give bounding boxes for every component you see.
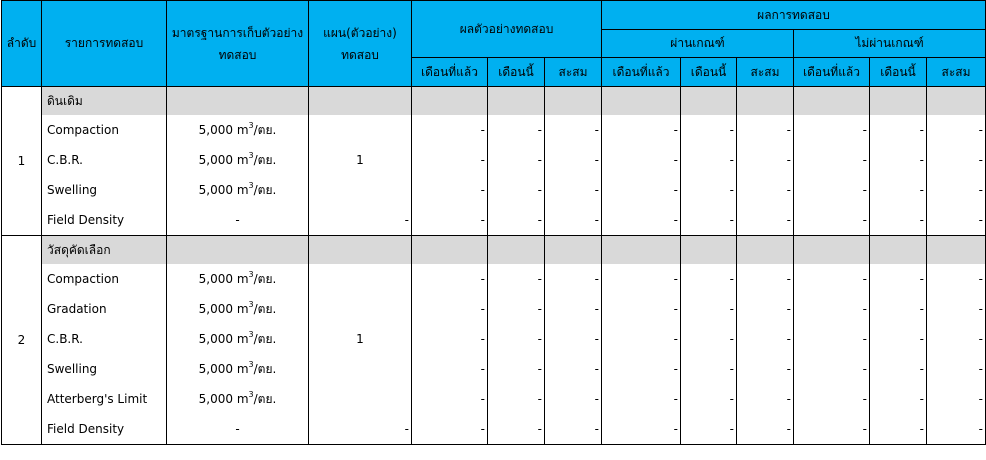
result-value: - bbox=[794, 115, 870, 145]
result-value: - bbox=[870, 354, 927, 384]
result-value: - bbox=[412, 145, 488, 175]
result-value: - bbox=[412, 205, 488, 236]
group-seq: 2 bbox=[2, 236, 42, 445]
standard-value: 5,000 m bbox=[198, 271, 249, 286]
result-value: - bbox=[794, 294, 870, 324]
group-seq: 1 bbox=[2, 87, 42, 236]
table-row bbox=[2, 384, 986, 414]
result-value: - bbox=[545, 294, 602, 324]
test-plan bbox=[309, 115, 412, 145]
result-value: - bbox=[870, 205, 927, 236]
group-empty-cell bbox=[870, 236, 927, 265]
result-value: - bbox=[412, 175, 488, 205]
result-value: - bbox=[412, 294, 488, 324]
unit-suffix: /ตย. bbox=[253, 271, 277, 286]
unit-suffix: /ตย. bbox=[253, 182, 277, 197]
result-value: - bbox=[545, 264, 602, 294]
result-value: - bbox=[488, 294, 545, 324]
test-item-name: Swelling bbox=[42, 354, 167, 384]
sampling-standard bbox=[167, 264, 309, 294]
test-item-name: C.B.R. bbox=[42, 145, 167, 175]
table-row bbox=[2, 294, 986, 324]
group-row bbox=[2, 87, 986, 116]
table-row bbox=[2, 264, 986, 294]
group-name: ดินเดิม bbox=[42, 87, 167, 116]
group-name: วัสดุคัดเลือก bbox=[42, 236, 167, 265]
result-value: - bbox=[602, 414, 681, 445]
result-value: - bbox=[545, 175, 602, 205]
unit-exponent: 3 bbox=[248, 389, 254, 399]
header-fail-last-month: เดือนที่แล้ว bbox=[794, 58, 870, 87]
sampling-standard bbox=[167, 115, 309, 145]
table-row bbox=[2, 175, 986, 205]
result-value: - bbox=[927, 354, 986, 384]
result-value: - bbox=[870, 294, 927, 324]
result-value: - bbox=[488, 145, 545, 175]
unit-exponent: 3 bbox=[248, 299, 254, 309]
result-value: - bbox=[794, 414, 870, 445]
standard-value: 5,000 m bbox=[198, 361, 249, 376]
table-row bbox=[2, 145, 986, 175]
result-value: - bbox=[602, 175, 681, 205]
result-value: - bbox=[602, 115, 681, 145]
result-value: - bbox=[412, 384, 488, 414]
sampling-standard bbox=[167, 324, 309, 354]
group-empty-cell bbox=[870, 87, 927, 116]
result-value: - bbox=[545, 145, 602, 175]
result-value: - bbox=[412, 324, 488, 354]
header-sample-result: ผลตัวอย่างทดสอบ bbox=[412, 1, 602, 58]
result-value: - bbox=[545, 324, 602, 354]
group-empty-cell bbox=[412, 87, 488, 116]
result-value: - bbox=[927, 115, 986, 145]
test-item-name: Compaction bbox=[42, 115, 167, 145]
group-empty-cell bbox=[545, 87, 602, 116]
standard-value: 5,000 m bbox=[198, 391, 249, 406]
sampling-standard bbox=[167, 354, 309, 384]
sampling-standard bbox=[167, 205, 309, 236]
result-value: - bbox=[794, 175, 870, 205]
group-empty-cell bbox=[412, 236, 488, 265]
unit-suffix: /ตย. bbox=[253, 301, 277, 316]
standard-value: 5,000 m bbox=[198, 301, 249, 316]
result-value: - bbox=[794, 264, 870, 294]
result-value: - bbox=[681, 324, 737, 354]
result-value: - bbox=[602, 324, 681, 354]
test-item-name: Field Density bbox=[42, 205, 167, 236]
test-item-name: Gradation bbox=[42, 294, 167, 324]
result-value: - bbox=[737, 384, 794, 414]
result-value: - bbox=[737, 354, 794, 384]
group-empty-cell bbox=[794, 87, 870, 116]
group-empty-cell bbox=[167, 236, 309, 265]
group-empty-cell bbox=[602, 87, 681, 116]
sampling-standard bbox=[167, 384, 309, 414]
test-plan bbox=[309, 294, 412, 324]
group-empty-cell bbox=[927, 87, 986, 116]
table-row bbox=[2, 324, 986, 354]
result-value: - bbox=[545, 205, 602, 236]
result-value: - bbox=[681, 145, 737, 175]
table-body bbox=[2, 87, 986, 445]
result-value: - bbox=[927, 414, 986, 445]
standard-value: 5,000 m bbox=[198, 331, 249, 346]
standard-value: 5,000 m bbox=[198, 152, 249, 167]
group-row bbox=[2, 236, 986, 265]
group-empty-cell bbox=[794, 236, 870, 265]
result-value: - bbox=[545, 354, 602, 384]
result-value: - bbox=[602, 354, 681, 384]
result-value: - bbox=[412, 115, 488, 145]
header-sample-cumulative: สะสม bbox=[545, 58, 602, 87]
result-value: - bbox=[737, 294, 794, 324]
result-value: - bbox=[488, 115, 545, 145]
header-fail-cumulative: สะสม bbox=[927, 58, 986, 87]
result-value: - bbox=[602, 205, 681, 236]
standard-value: 5,000 m bbox=[198, 122, 249, 137]
result-value: - bbox=[737, 264, 794, 294]
header-pass-this-month: เดือนนี้ bbox=[681, 58, 737, 87]
result-value: - bbox=[681, 354, 737, 384]
header-pass-last-month: เดือนที่แล้ว bbox=[602, 58, 681, 87]
result-value: - bbox=[681, 205, 737, 236]
result-value: - bbox=[488, 324, 545, 354]
result-value: - bbox=[488, 384, 545, 414]
header-pass: ผ่านเกณฑ์ bbox=[602, 30, 794, 58]
header-fail: ไม่ผ่านเกณฑ์ bbox=[794, 30, 986, 58]
group-empty-cell bbox=[167, 87, 309, 116]
result-value: - bbox=[681, 115, 737, 145]
header-plan: แผน(ตัวอย่าง) ทดสอบ bbox=[309, 1, 412, 87]
result-value: - bbox=[545, 384, 602, 414]
result-value: - bbox=[870, 264, 927, 294]
test-plan: - bbox=[309, 205, 412, 236]
result-value: - bbox=[737, 175, 794, 205]
test-plan bbox=[309, 264, 412, 294]
header-fail-this-month: เดือนนี้ bbox=[870, 58, 927, 87]
group-empty-cell bbox=[309, 236, 412, 265]
group-empty-cell bbox=[737, 87, 794, 116]
result-value: - bbox=[681, 175, 737, 205]
result-value: - bbox=[870, 145, 927, 175]
header-standard: มาตรฐานการเก็บตัวอย่างทดสอบ bbox=[167, 1, 309, 87]
header-item: รายการทดสอบ bbox=[42, 1, 167, 87]
test-plan bbox=[309, 354, 412, 384]
result-value: - bbox=[870, 175, 927, 205]
test-plan bbox=[309, 175, 412, 205]
result-value: - bbox=[927, 264, 986, 294]
result-value: - bbox=[412, 354, 488, 384]
result-value: - bbox=[927, 205, 986, 236]
result-value: - bbox=[794, 324, 870, 354]
result-value: - bbox=[602, 384, 681, 414]
unit-exponent: 3 bbox=[248, 269, 254, 279]
result-value: - bbox=[488, 205, 545, 236]
unit-suffix: /ตย. bbox=[253, 152, 277, 167]
group-empty-cell bbox=[927, 236, 986, 265]
result-value: - bbox=[737, 115, 794, 145]
result-value: - bbox=[737, 324, 794, 354]
unit-suffix: /ตย. bbox=[253, 361, 277, 376]
header-seq: ลำดับ bbox=[2, 1, 42, 87]
result-value: - bbox=[737, 205, 794, 236]
header-pass-cumulative: สะสม bbox=[737, 58, 794, 87]
result-value: - bbox=[870, 414, 927, 445]
test-item-name: Compaction bbox=[42, 264, 167, 294]
result-value: - bbox=[870, 324, 927, 354]
sampling-standard bbox=[167, 175, 309, 205]
group-empty-cell bbox=[309, 87, 412, 116]
result-value: - bbox=[412, 264, 488, 294]
table-row bbox=[2, 205, 986, 236]
result-value: - bbox=[927, 175, 986, 205]
test-plan: 1 bbox=[309, 145, 412, 175]
table-row bbox=[2, 115, 986, 145]
result-value: - bbox=[681, 294, 737, 324]
unit-exponent: 3 bbox=[248, 329, 254, 339]
standard-value: - bbox=[235, 213, 240, 227]
result-value: - bbox=[870, 384, 927, 414]
group-empty-cell bbox=[545, 236, 602, 265]
group-empty-cell bbox=[737, 236, 794, 265]
result-value: - bbox=[602, 264, 681, 294]
result-value: - bbox=[794, 205, 870, 236]
result-value: - bbox=[681, 414, 737, 445]
test-item-name: C.B.R. bbox=[42, 324, 167, 354]
test-plan: - bbox=[309, 414, 412, 445]
test-plan: 1 bbox=[309, 324, 412, 354]
result-value: - bbox=[488, 354, 545, 384]
group-empty-cell bbox=[681, 236, 737, 265]
result-value: - bbox=[488, 414, 545, 445]
result-value: - bbox=[927, 324, 986, 354]
result-value: - bbox=[794, 354, 870, 384]
result-value: - bbox=[681, 264, 737, 294]
header-test-result: ผลการทดสอบ bbox=[602, 1, 986, 30]
result-value: - bbox=[681, 384, 737, 414]
unit-suffix: /ตย. bbox=[253, 331, 277, 346]
result-value: - bbox=[794, 145, 870, 175]
header-sample-this-month: เดือนนี้ bbox=[488, 58, 545, 87]
result-value: - bbox=[602, 294, 681, 324]
unit-suffix: /ตย. bbox=[253, 391, 277, 406]
group-empty-cell bbox=[488, 236, 545, 265]
result-value: - bbox=[870, 115, 927, 145]
unit-exponent: 3 bbox=[248, 120, 254, 130]
result-value: - bbox=[545, 115, 602, 145]
sampling-standard bbox=[167, 145, 309, 175]
table-row bbox=[2, 414, 986, 445]
result-value: - bbox=[927, 145, 986, 175]
table-row bbox=[2, 354, 986, 384]
sampling-standard bbox=[167, 414, 309, 445]
sampling-standard bbox=[167, 294, 309, 324]
test-item-name: Field Density bbox=[42, 414, 167, 445]
result-value: - bbox=[737, 414, 794, 445]
group-empty-cell bbox=[602, 236, 681, 265]
result-value: - bbox=[488, 264, 545, 294]
result-value: - bbox=[927, 384, 986, 414]
unit-exponent: 3 bbox=[248, 150, 254, 160]
unit-exponent: 3 bbox=[248, 180, 254, 190]
test-item-name: Swelling bbox=[42, 175, 167, 205]
test-plan bbox=[309, 384, 412, 414]
result-value: - bbox=[927, 294, 986, 324]
test-item-name: Atterberg's Limit bbox=[42, 384, 167, 414]
standard-value: - bbox=[235, 422, 240, 436]
test-results-table bbox=[1, 0, 986, 445]
result-value: - bbox=[602, 145, 681, 175]
result-value: - bbox=[794, 384, 870, 414]
result-value: - bbox=[488, 175, 545, 205]
result-value: - bbox=[545, 414, 602, 445]
unit-suffix: /ตย. bbox=[253, 122, 277, 137]
unit-exponent: 3 bbox=[248, 359, 254, 369]
result-value: - bbox=[412, 414, 488, 445]
result-value: - bbox=[737, 145, 794, 175]
header-sample-last-month: เดือนที่แล้ว bbox=[412, 58, 488, 87]
group-empty-cell bbox=[488, 87, 545, 116]
standard-value: 5,000 m bbox=[198, 182, 249, 197]
group-empty-cell bbox=[681, 87, 737, 116]
